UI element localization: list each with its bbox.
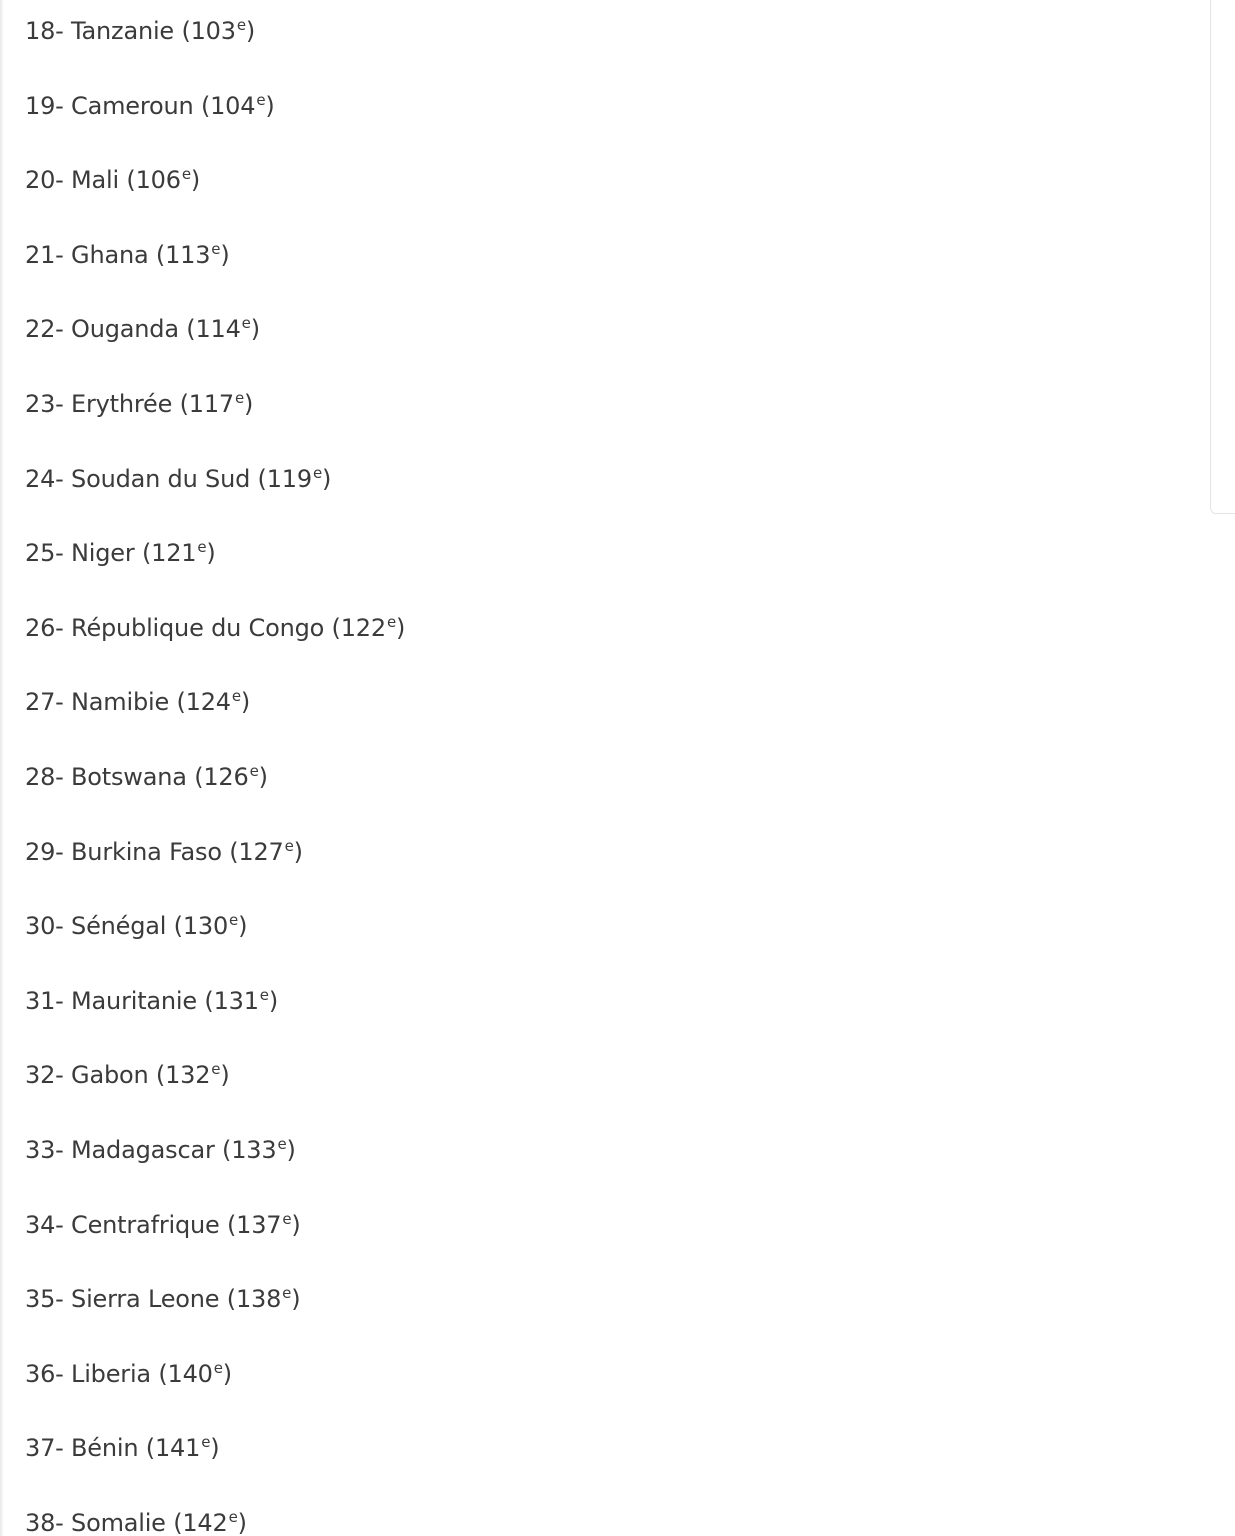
list-item: 27- Namibie (124e) (25, 687, 251, 717)
list-item: 33- Madagascar (133e) (25, 1135, 296, 1164)
world-rank: 138 (235, 1285, 282, 1314)
content-left-border (0, 0, 4, 1536)
rank-ordinal-suffix: e (181, 165, 191, 184)
country-name: Liberia (71, 1359, 151, 1388)
list-item: 34- Centrafrique (137e) (25, 1209, 301, 1239)
world-rank: 119 (266, 464, 312, 493)
country-name: Sénégal (71, 912, 167, 941)
world-rank: 106 (135, 166, 181, 195)
rank-ordinal-suffix: e (312, 463, 322, 482)
list-item: 19- Cameroun (104e) (25, 90, 275, 120)
list-item: 24- Soudan du Sud (119e) (25, 463, 332, 493)
rank-ordinal-suffix: e (277, 1135, 287, 1153)
rank-ordinal-suffix: e (231, 687, 241, 706)
item-number: 22- (25, 315, 64, 344)
world-rank: 127 (238, 837, 284, 866)
world-rank: 103 (190, 17, 236, 45)
list-item: 30- Sénégal (130e) (25, 911, 248, 941)
country-name: Cameroun (71, 91, 194, 120)
rank-ordinal-suffix: e (213, 1358, 223, 1377)
world-rank: 140 (167, 1359, 213, 1388)
world-rank: 132 (165, 1061, 211, 1090)
item-number: 21- (25, 240, 64, 269)
country-name: Burkina Faso (71, 837, 222, 866)
rank-ordinal-suffix: e (211, 239, 221, 258)
rank-ordinal-suffix: e (282, 1284, 292, 1303)
rank-ordinal-suffix: e (259, 985, 269, 1004)
country-name: Ouganda (71, 315, 179, 344)
rank-ordinal-suffix: e (282, 1209, 292, 1228)
list-item: 18- Tanzanie (103e) (25, 16, 256, 45)
rank-ordinal-suffix: e (201, 1433, 211, 1452)
list-item: 29- Burkina Faso (127e) (25, 836, 303, 866)
rank-ordinal-suffix: e (229, 911, 239, 930)
list-item: 36- Liberia (140e) (25, 1358, 232, 1388)
world-rank: 117 (188, 390, 234, 418)
list-item: 21- Ghana (113e) (25, 239, 230, 269)
rank-ordinal-suffix: e (284, 836, 294, 855)
world-rank: 124 (185, 688, 231, 717)
world-rank: 137 (236, 1210, 282, 1239)
rank-ordinal-suffix: e (236, 16, 246, 34)
item-number: 24- (25, 464, 64, 493)
item-number: 33- (25, 1136, 64, 1164)
list-item: 28- Botswana (126e) (25, 762, 268, 791)
country-name: Madagascar (71, 1136, 215, 1164)
country-name: Erythrée (71, 390, 173, 418)
world-rank: 122 (340, 613, 386, 642)
list-item: 20- Mali (106e) (25, 165, 201, 195)
rank-ordinal-suffix: e (241, 314, 251, 333)
rank-ordinal-suffix: e (197, 538, 207, 557)
item-number: 25- (25, 539, 64, 568)
list-item: 37- Bénin (141e) (25, 1433, 220, 1463)
rank-ordinal-suffix: e (228, 1508, 238, 1526)
sidebar-panel (1210, 0, 1235, 514)
list-item: 38- Somalie (142e) (25, 1508, 247, 1536)
list-item: 22- Ouganda (114e) (25, 314, 260, 344)
world-rank: 126 (203, 763, 249, 791)
country-name: Niger (71, 539, 135, 568)
list-item: 26- République du Congo (122e) (25, 612, 406, 642)
country-name: Somalie (71, 1509, 166, 1536)
world-rank: 114 (195, 315, 241, 344)
rank-ordinal-suffix: e (235, 389, 245, 407)
item-number: 36- (25, 1359, 64, 1388)
item-number: 29- (25, 837, 64, 866)
item-number: 31- (25, 986, 64, 1015)
world-rank: 141 (154, 1434, 201, 1463)
world-rank: 142 (182, 1509, 228, 1536)
world-rank: 130 (182, 912, 229, 941)
item-number: 35- (25, 1285, 64, 1314)
world-rank: 104 (210, 91, 256, 120)
rank-ordinal-suffix: e (211, 1060, 221, 1079)
item-number: 30- (25, 912, 64, 941)
country-name: Ghana (71, 240, 149, 269)
world-rank: 131 (213, 986, 259, 1015)
world-rank: 121 (151, 539, 197, 568)
country-name: Tanzanie (71, 17, 175, 45)
country-name: Centrafrique (71, 1210, 220, 1239)
item-number: 38- (25, 1509, 64, 1536)
country-name: Soudan du Sud (71, 464, 251, 493)
item-number: 34- (25, 1210, 64, 1239)
list-item: 35- Sierra Leone (138e) (25, 1284, 301, 1314)
list-item: 23- Erythrée (117e) (25, 389, 254, 418)
list-item: 25- Niger (121e) (25, 538, 216, 568)
item-number: 20- (25, 166, 64, 195)
item-number: 23- (25, 390, 64, 418)
country-name: Namibie (71, 688, 170, 717)
item-number: 26- (25, 613, 64, 642)
country-name: Mauritanie (71, 986, 197, 1015)
item-number: 27- (25, 688, 64, 717)
world-rank: 113 (165, 240, 211, 269)
rank-ordinal-suffix: e (256, 90, 266, 109)
item-number: 28- (25, 763, 64, 791)
rank-ordinal-suffix: e (386, 612, 396, 631)
item-number: 32- (25, 1061, 64, 1090)
rank-ordinal-suffix: e (249, 762, 259, 780)
country-name: République du Congo (71, 613, 325, 642)
item-number: 18- (25, 17, 64, 45)
world-rank: 133 (231, 1136, 277, 1164)
country-name: Gabon (71, 1061, 149, 1090)
list-item: 31- Mauritanie (131e) (25, 985, 278, 1015)
country-name: Botswana (71, 763, 187, 791)
country-name: Sierra Leone (71, 1285, 220, 1314)
country-name: Mali (71, 166, 119, 195)
item-number: 37- (25, 1434, 64, 1463)
country-name: Bénin (71, 1434, 139, 1463)
item-number: 19- (25, 91, 64, 120)
list-item: 32- Gabon (132e) (25, 1060, 230, 1090)
